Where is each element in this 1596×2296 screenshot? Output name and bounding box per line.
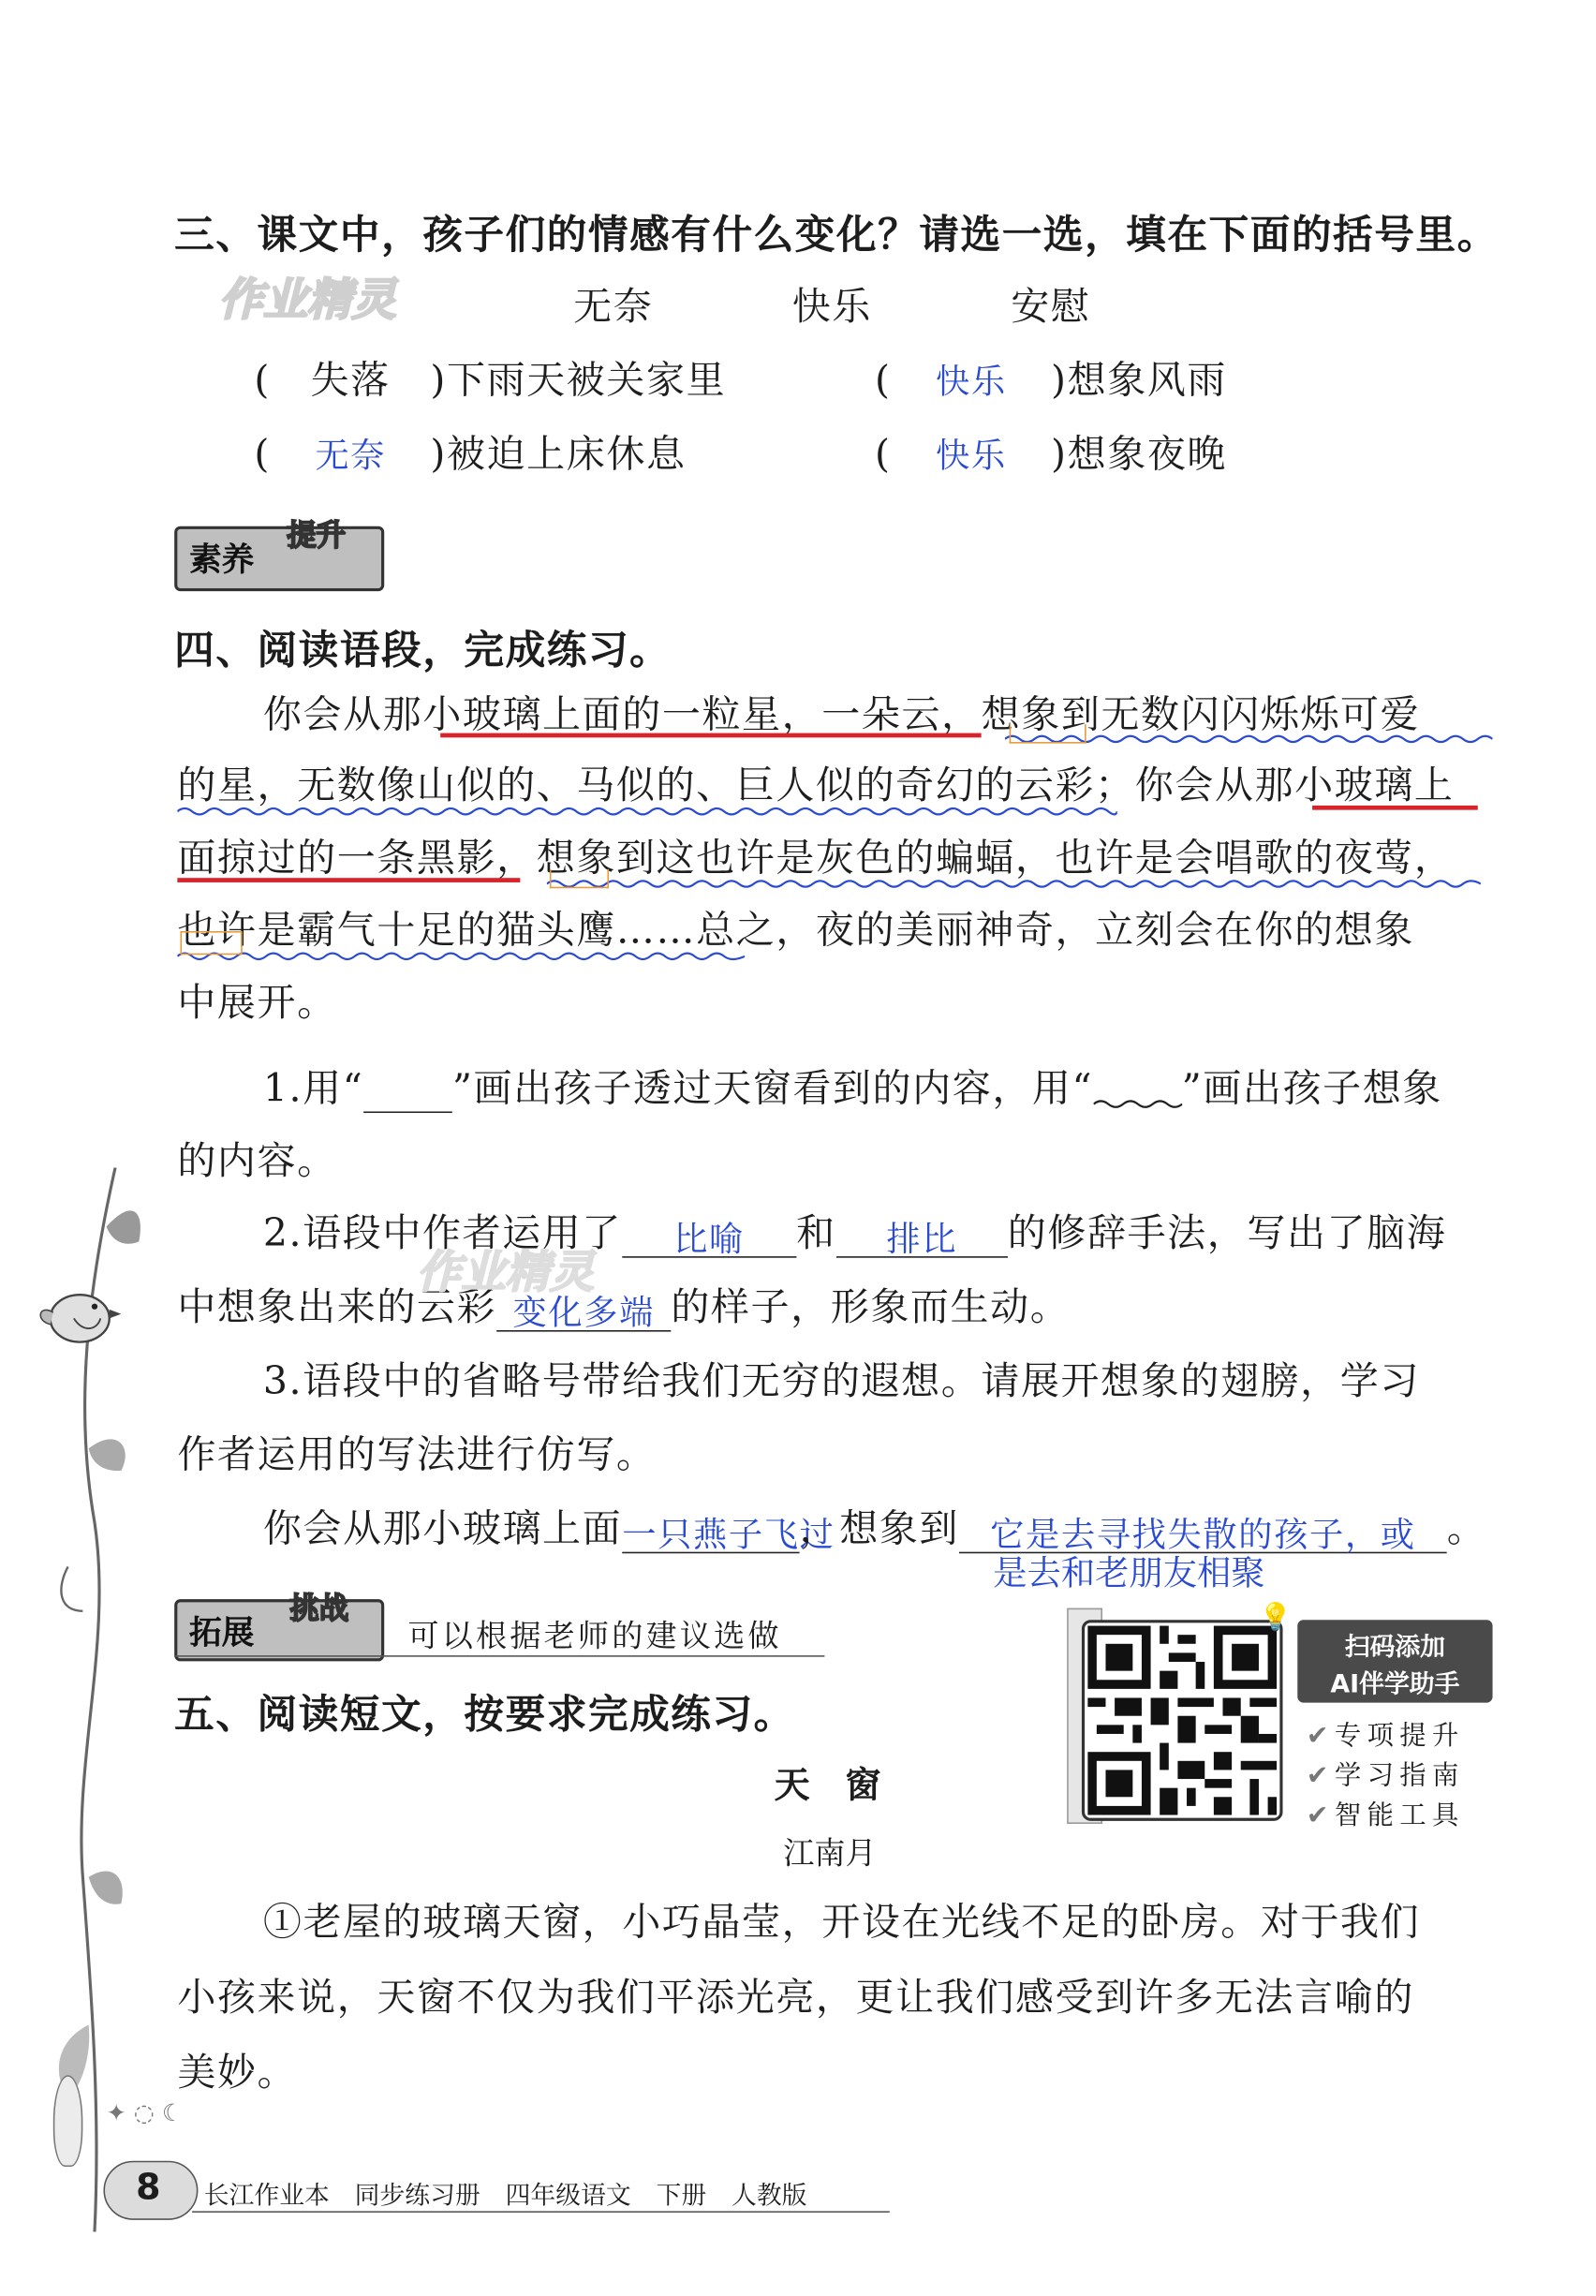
blue-wave-3 — [547, 878, 1481, 890]
qr-banner-line-1: 扫码添加 — [1344, 1633, 1446, 1664]
item-4: ( 快乐 )想象夜晚 — [875, 424, 1227, 479]
q2-line-2: 中想象出来的云彩 变化多端 的样子，形象而生动。 — [177, 1285, 1071, 1334]
watermark-2: 作业精灵 — [416, 1247, 595, 1299]
item-3-text: )被迫上床休息 — [430, 433, 687, 478]
footer-rule — [192, 2211, 890, 2213]
badge-tuozhan-sub: 挑战 — [289, 1590, 349, 1626]
article-line-3: 美妙。 — [177, 2051, 298, 2096]
q3-answer-2: 它是去寻找失散的孩子，或 — [959, 1507, 1447, 1553]
item-4-answer: 快乐 — [935, 437, 1007, 477]
q3-answer-3: 是去和老朋友相聚 — [993, 1554, 1265, 1593]
qr-code[interactable] — [1082, 1620, 1283, 1821]
passage-line-3: 面掠过的一条黑影，想象到这也许是灰色的蝙蝠，也许是会唱歌的夜莺， — [177, 837, 1455, 881]
q3-answer-1: 一只燕子飞过 — [622, 1507, 799, 1553]
q1-line-2: 的内容。 — [177, 1139, 337, 1184]
item-1: ( 失落 )下雨天被关家里 — [254, 350, 726, 405]
badge-tuozhan-main: 拓展 — [188, 1615, 255, 1652]
check-icon: ✔ — [1306, 1800, 1335, 1831]
bird-icon — [33, 1274, 122, 1356]
blue-wave-4 — [177, 951, 745, 963]
passage-line-5: 中展开。 — [177, 981, 337, 1026]
item-2-answer: 快乐 — [935, 363, 1007, 403]
item-1-text: )下雨天被关家里 — [430, 359, 727, 404]
leaf-decoration — [53, 2075, 83, 2167]
note-rule — [174, 1655, 824, 1657]
marker-1 — [1010, 724, 1086, 744]
badge-suyang — [174, 517, 384, 591]
q2-line: 2.语段中作者运用了 比喻 和 排比 的修辞手法，写出了脑海 — [262, 1211, 1447, 1260]
red-underline-2 — [1312, 806, 1478, 810]
badge-tuozhan — [174, 1590, 384, 1661]
item-4-text: )想象夜晚 — [1051, 433, 1228, 478]
page-number: 8 — [136, 2167, 161, 2209]
q3-line: 3.语段中的省略号带给我们无穷的遐想。请展开想象的翅膀，学习 — [262, 1359, 1420, 1404]
badge-suyang-main: 素养 — [188, 542, 255, 580]
qr-feature-3: ✔智能工具 — [1306, 1800, 1465, 1831]
qr-code-icon — [1087, 1626, 1277, 1815]
qr-banner-line-2: AI伴学助手 — [1330, 1669, 1460, 1700]
badge-suyang-sub: 提升 — [287, 517, 347, 554]
item-1-answer: 失落 — [310, 359, 391, 404]
lightbulb-icon: 💡 — [1259, 1602, 1293, 1634]
qr-feature-2: ✔学习指南 — [1306, 1760, 1465, 1792]
qr-banner — [1297, 1620, 1492, 1702]
q2-answer-2: 排比 — [836, 1212, 1008, 1258]
marker-3 — [550, 869, 609, 889]
q2-answer-3: 变化多端 — [496, 1286, 671, 1332]
q3-line-3: 你会从那小玻璃上面一只燕子飞过，想象到 它是去寻找失散的孩子，或 。 — [262, 1507, 1487, 1555]
option-2: 快乐 — [791, 285, 872, 330]
article-line-2: 小孩来说，天窗不仅为我们平添光亮，更让我们感受到许多无法言喻的 — [177, 1976, 1414, 2021]
check-icon: ✔ — [1306, 1720, 1335, 1752]
question-3-title: 三、课文中，孩子们的情感有什么变化？请选一选，填在下面的括号里。 — [174, 213, 1499, 259]
check-icon: ✔ — [1306, 1760, 1335, 1792]
q1-line: 1.用“ ”画出孩子透过天窗看到的内容，用“ ”画出孩子想象 — [262, 1067, 1442, 1112]
article-line-1: ①老屋的玻璃天窗，小巧晶莹，开设在光线不足的卧房。对于我们 — [262, 1901, 1421, 1946]
passage-line-2: 的星，无数像山似的、马似的、巨人似的奇幻的云彩；你会从那小玻璃上 — [177, 763, 1455, 809]
item-2-text: )想象风雨 — [1051, 359, 1228, 404]
q1-wavy-blank — [1093, 1069, 1182, 1113]
q3-line-2: 作者运用的写法进行仿写。 — [177, 1433, 657, 1478]
option-3: 安慰 — [1011, 285, 1091, 330]
question-5-title: 五、阅读短文，按要求完成练习。 — [174, 1692, 795, 1739]
article-title: 天 窗 — [774, 1764, 881, 1807]
passage-line-4: 也许是霸气十足的猫头鹰……总之，夜的美丽神奇，立刻会在你的想象 — [177, 909, 1414, 954]
item-3-answer: 无奈 — [315, 437, 387, 477]
red-underline-3 — [177, 878, 520, 882]
article-author: 江南月 — [783, 1835, 877, 1872]
item-3: ( 无奈 )被迫上床休息 — [254, 424, 686, 479]
moon-stars-icon: ✦ ◌ ☾ — [106, 2098, 184, 2127]
optional-note: 可以根据老师的建议选做 — [407, 1618, 782, 1654]
passage-line-1: 你会从那小玻璃上面的一粒星，一朵云，想象到无数闪闪烁烁可爱 — [262, 692, 1421, 738]
blue-wave-2 — [177, 806, 1116, 818]
watermark: 作业精灵 — [218, 274, 396, 327]
red-underline-1 — [440, 733, 981, 738]
item-2: ( 快乐 )想象风雨 — [875, 350, 1227, 405]
qr-feature-1: ✔专项提升 — [1306, 1720, 1465, 1752]
option-1: 无奈 — [573, 285, 654, 330]
question-4-title: 四、阅读语段，完成练习。 — [174, 628, 672, 674]
q2-answer-1: 比喻 — [622, 1212, 796, 1258]
q1-straight-blank — [363, 1067, 452, 1113]
footer-text: 长江作业本 同步练习册 四年级语文 下册 人教版 — [203, 2181, 807, 2212]
marker-4 — [180, 931, 242, 955]
